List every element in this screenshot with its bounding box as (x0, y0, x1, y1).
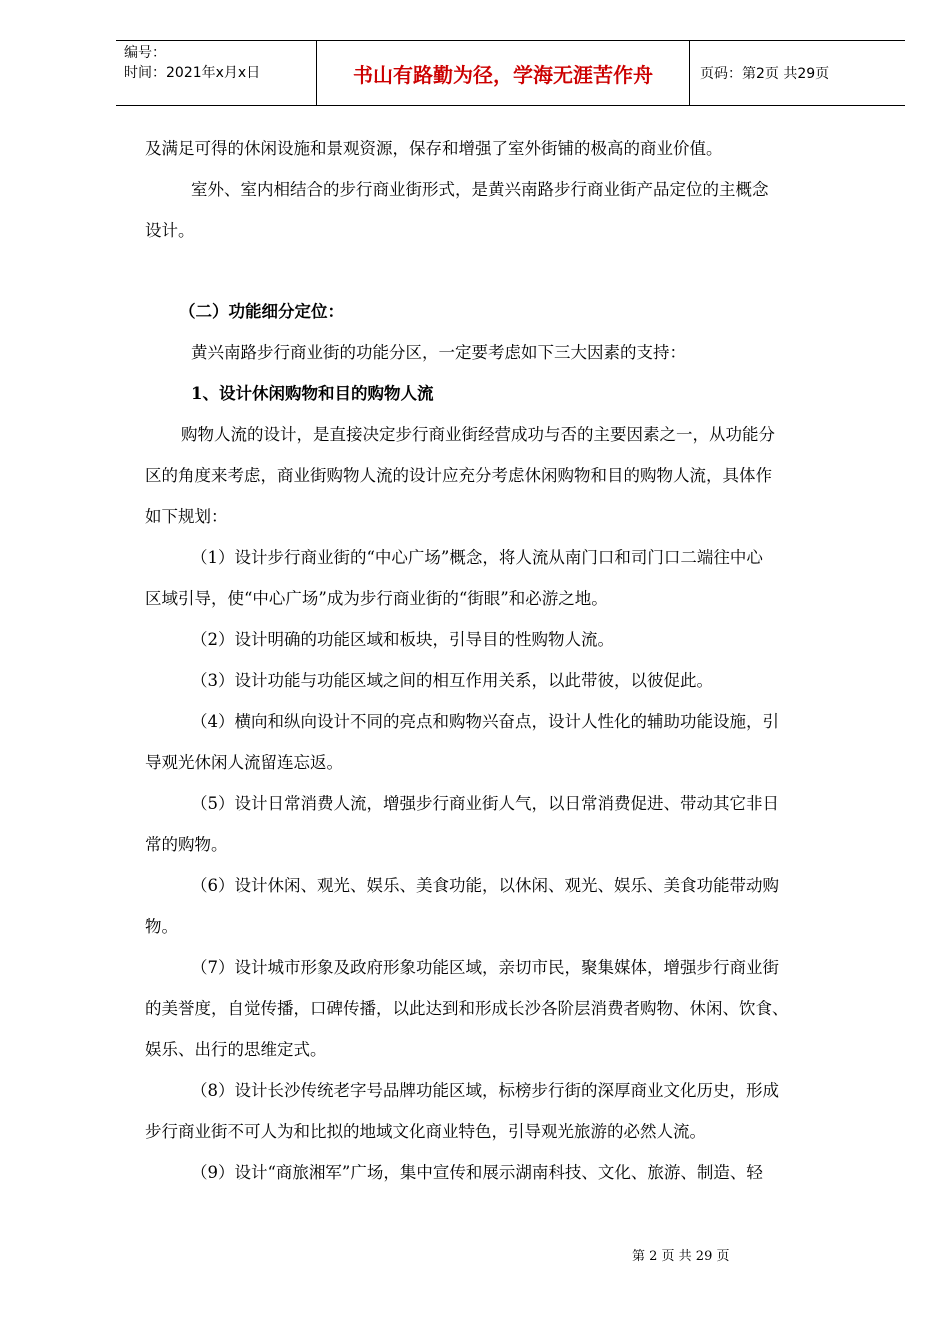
list-item-continuation: 导观光休闲人流留连忘返。 (145, 753, 343, 772)
paragraph: 室外、室内相结合的步行商业街形式，是黄兴南路步行商业街产品定位的主概念 (191, 180, 769, 199)
header-meta (116, 41, 317, 105)
paragraph: 购物人流的设计，是直接决定步行商业街经营成功与否的主要因素之一，从功能分 (181, 425, 775, 444)
list-item-continuation: 物。 (145, 917, 178, 936)
time-label: 时间：2021年x月x日 (124, 65, 261, 81)
page-footer: 第 2 页 共 29 页 (632, 1249, 730, 1264)
list-item: （8）设计长沙传统老字号品牌功能区域，标榜步行街的深厚商业文化历史，形成 (191, 1081, 779, 1100)
list-item: （1）设计步行商业街的“中心广场”概念，将人流从南门口和司门口二端往中心 (191, 548, 763, 567)
paragraph-continuation: 如下规划： (145, 507, 228, 526)
number-label: 编号： (124, 45, 166, 61)
list-item-continuation: 步行商业街不可人为和比拟的地域文化商业特色，引导观光旅游的必然人流。 (145, 1122, 706, 1141)
header-motto: 书山有路勤为径，学海无涯苦作舟 (317, 41, 690, 105)
list-item: （2）设计明确的功能区域和板块，引导目的性购物人流。 (191, 630, 614, 649)
list-item-continuation: 常的购物。 (145, 835, 228, 854)
header-page-label: 页码：第2页 共29页 (700, 66, 830, 82)
page-header (116, 40, 905, 106)
list-item-continuation: 区域引导，使“中心广场”成为步行商业街的“街眼”和必游之地。 (145, 589, 608, 608)
list-item-continuation: 娱乐、出行的思维定式。 (145, 1040, 327, 1059)
list-item: （6）设计休闲、观光、娱乐、美食功能，以休闲、观光、娱乐、美食功能带动购 (191, 876, 779, 895)
list-item: （5）设计日常消费人流，增强步行商业街人气，以日常消费促进、带动其它非日 (191, 794, 779, 813)
paragraph-continuation: 区的角度来考虑，商业街购物人流的设计应充分考虑休闲购物和目的购物人流，具体作 (145, 466, 772, 485)
sub-title: 1、设计休闲购物和目的购物人流 (191, 384, 434, 403)
paragraph: 及满足可得的休闲设施和景观资源，保存和增强了室外街铺的极高的商业价值。 (145, 139, 723, 158)
section-title: （二）功能细分定位： (179, 302, 344, 321)
paragraph: 黄兴南路步行商业街的功能分区，一定要考虑如下三大因素的支持： (191, 343, 686, 362)
paragraph-continuation: 设计。 (145, 221, 195, 240)
document-body (145, 128, 885, 1193)
list-item-continuation: 的美誉度，自觉传播，口碑传播，以此达到和形成长沙各阶层消费者购物、休闲、饮食、 (145, 999, 789, 1018)
list-item: （4）横向和纵向设计不同的亮点和购物兴奋点，设计人性化的辅助功能设施，引 (191, 712, 779, 731)
list-item: （7）设计城市形象及政府形象功能区域，亲切市民，聚集媒体，增强步行商业街 (191, 958, 779, 977)
list-item: （3）设计功能与功能区域之间的相互作用关系，以此带彼，以彼促此。 (191, 671, 713, 690)
list-item: （9）设计“商旅湘军”广场，集中宣传和展示湖南科技、文化、旅游、制造、轻 (191, 1163, 763, 1182)
